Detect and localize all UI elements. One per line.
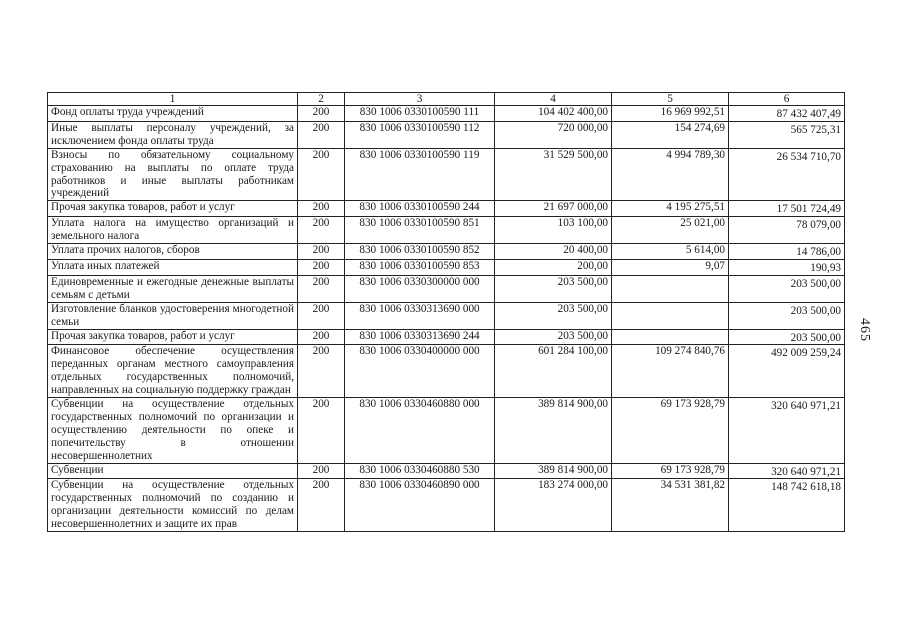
row-amount-col6-value: 565 725,31 — [790, 123, 841, 136]
row-code: 200 — [298, 217, 345, 244]
row-amount-col5-value: 109 274 840,76 — [655, 345, 725, 358]
row-amount-col6-value: 492 009 259,24 — [771, 347, 841, 360]
row-amount-col5-value: 69 173 928,79 — [660, 398, 725, 411]
row-amount-col4-value: 20 400,00 — [563, 244, 608, 257]
row-amount-col6 — [729, 398, 845, 464]
row-amount-col6 — [729, 463, 845, 479]
row-classification-code: 830 1006 0330300000 000 — [345, 275, 495, 302]
row-amount-col4 — [495, 479, 612, 532]
column-number-5: 5 — [612, 93, 729, 106]
row-amount-col6 — [729, 259, 845, 275]
row-code: 200 — [298, 148, 345, 201]
table-row — [48, 329, 845, 345]
row-amount-col4-value: 720 000,00 — [557, 121, 608, 134]
row-amount-col5-value: 154 274,69 — [674, 121, 725, 134]
row-amount-col4 — [495, 259, 612, 275]
table-row — [48, 121, 845, 148]
row-amount-col5-value: 5 614,00 — [685, 244, 725, 257]
row-code: 200 — [298, 106, 345, 122]
row-amount-col6 — [729, 148, 845, 201]
row-amount-col4-value: 389 814 900,00 — [538, 463, 608, 476]
row-amount-col6-value: 148 742 618,18 — [771, 481, 841, 494]
row-amount-col5 — [612, 275, 729, 302]
table-row — [48, 302, 845, 329]
row-name: Уплата налога на имущество организаций и земельного налога — [48, 217, 298, 244]
row-amount-col5 — [612, 259, 729, 275]
row-classification-code: 830 1006 0330100590 111 — [345, 106, 495, 122]
row-amount-col5 — [612, 345, 729, 398]
row-amount-col4 — [495, 201, 612, 217]
row-name: Прочая закупка товаров, работ и услуг — [48, 201, 298, 217]
row-classification-code: 830 1006 0330460880 000 — [345, 398, 495, 464]
row-name: Субвенции на осуществление отдельных государственных полномочий по организации и осуществлению деятельности по опеке и попечительству в отношении несовершеннолетних — [48, 398, 298, 464]
row-amount-col4-value: 601 284 100,00 — [538, 345, 608, 358]
row-classification-code: 830 1006 0330100590 244 — [345, 201, 495, 217]
table-row — [48, 106, 845, 122]
row-name: Единовременные и ежегодные денежные выплаты семьям с детьми — [48, 275, 298, 302]
row-amount-col6-value: 320 640 971,21 — [771, 465, 841, 478]
row-amount-col5 — [612, 217, 729, 244]
row-amount-col6 — [729, 121, 845, 148]
row-amount-col4 — [495, 148, 612, 201]
row-amount-col6-value: 78 079,00 — [796, 219, 841, 232]
row-amount-col4 — [495, 275, 612, 302]
row-classification-code: 830 1006 0330100590 119 — [345, 148, 495, 201]
row-classification-code: 830 1006 0330100590 853 — [345, 259, 495, 275]
row-amount-col5-value: 4 195 275,51 — [666, 201, 725, 214]
row-amount-col5-value: 25 021,00 — [680, 217, 725, 230]
row-code: 200 — [298, 479, 345, 532]
row-amount-col5 — [612, 398, 729, 464]
row-amount-col4 — [495, 302, 612, 329]
row-amount-col6 — [729, 217, 845, 244]
row-name: Субвенции на осуществление отдельных государственных полномочий по созданию и организации деятельности комиссий по делам несовершеннолетних и защите их прав — [48, 479, 298, 532]
row-amount-col6-value: 203 500,00 — [790, 277, 841, 290]
column-number-row — [48, 93, 845, 106]
column-number-4: 4 — [495, 93, 612, 106]
row-amount-col4 — [495, 345, 612, 398]
row-amount-col6-value: 14 786,00 — [796, 246, 841, 259]
row-amount-col5 — [612, 329, 729, 345]
row-name: Иные выплаты персоналу учреждений, за исключением фонда оплаты труда — [48, 121, 298, 148]
row-amount-col5 — [612, 244, 729, 260]
row-name: Фонд оплаты труда учреждений — [48, 106, 298, 122]
column-number-1: 1 — [48, 93, 298, 106]
row-code: 200 — [298, 244, 345, 260]
row-classification-code: 830 1006 0330460880 530 — [345, 463, 495, 479]
row-amount-col4 — [495, 217, 612, 244]
row-amount-col4-value: 203 500,00 — [557, 329, 608, 342]
row-classification-code: 830 1006 0330460890 000 — [345, 479, 495, 532]
row-amount-col5 — [612, 121, 729, 148]
row-amount-col6-value: 320 640 971,21 — [771, 400, 841, 413]
row-amount-col4-value: 183 274 000,00 — [538, 479, 608, 492]
row-name: Изготовление бланков удостоверения многодетной семьи — [48, 302, 298, 329]
row-amount-col6 — [729, 201, 845, 217]
row-name: Уплата иных платежей — [48, 259, 298, 275]
row-amount-col4-value: 31 529 500,00 — [543, 148, 608, 161]
row-code: 200 — [298, 259, 345, 275]
row-amount-col4 — [495, 244, 612, 260]
row-code: 200 — [298, 121, 345, 148]
row-amount-col4-value: 203 500,00 — [557, 302, 608, 315]
table-row — [48, 275, 845, 302]
row-amount-col4 — [495, 121, 612, 148]
row-classification-code: 830 1006 0330100590 112 — [345, 121, 495, 148]
row-name: Прочая закупка товаров, работ и услуг — [48, 329, 298, 345]
row-amount-col6-value: 87 432 407,49 — [776, 108, 841, 120]
row-amount-col5-value: 4 994 789,30 — [666, 148, 725, 161]
row-amount-col6-value: 190,93 — [810, 261, 841, 274]
row-code: 200 — [298, 201, 345, 217]
row-amount-col5 — [612, 106, 729, 122]
row-name: Уплата прочих налогов, сборов — [48, 244, 298, 260]
row-amount-col6-value: 203 500,00 — [790, 304, 841, 317]
table-row — [48, 148, 845, 201]
table-row — [48, 259, 845, 275]
row-code: 200 — [298, 398, 345, 464]
row-code: 200 — [298, 329, 345, 345]
row-amount-col6 — [729, 479, 845, 532]
row-amount-col4 — [495, 463, 612, 479]
table-row — [48, 479, 845, 532]
row-amount-col6 — [729, 106, 845, 122]
table-row — [48, 463, 845, 479]
column-number-2: 2 — [298, 93, 345, 106]
row-amount-col6 — [729, 244, 845, 260]
row-amount-col6 — [729, 302, 845, 329]
row-amount-col5-value: 9,07 — [705, 259, 725, 272]
row-classification-code: 830 1006 0330100590 852 — [345, 244, 495, 260]
row-name: Субвенции — [48, 463, 298, 479]
row-amount-col4-value: 200,00 — [577, 259, 608, 272]
row-amount-col4-value: 104 402 400,00 — [538, 106, 608, 118]
budget-table-body — [48, 93, 845, 532]
row-amount-col6-value: 26 534 710,70 — [776, 150, 841, 163]
row-amount-col5 — [612, 201, 729, 217]
row-amount-col5 — [612, 148, 729, 201]
row-code: 200 — [298, 345, 345, 398]
row-amount-col4 — [495, 329, 612, 345]
row-amount-col5 — [612, 302, 729, 329]
row-classification-code: 830 1006 0330100590 851 — [345, 217, 495, 244]
row-amount-col6 — [729, 345, 845, 398]
budget-table — [47, 92, 845, 532]
row-name: Финансовое обеспечение осуществления переданных органам местного самоуправления отдельных государственных полномочий, направленных на социальную поддержку граждан — [48, 345, 298, 398]
row-amount-col4 — [495, 398, 612, 464]
column-number-3: 3 — [345, 93, 495, 106]
row-code: 200 — [298, 275, 345, 302]
row-amount-col4-value: 103 100,00 — [557, 217, 608, 230]
row-amount-col5-value: 69 173 928,79 — [660, 463, 725, 476]
row-classification-code: 830 1006 0330400000 000 — [345, 345, 495, 398]
table-row — [48, 201, 845, 217]
table-row — [48, 217, 845, 244]
table-row — [48, 244, 845, 260]
page-number: 465 — [857, 318, 872, 342]
row-amount-col5 — [612, 463, 729, 479]
row-amount-col6-value: 203 500,00 — [790, 331, 841, 344]
table-row — [48, 398, 845, 464]
row-amount-col5-value: 34 531 381,82 — [660, 479, 725, 492]
row-amount-col6 — [729, 329, 845, 345]
row-amount-col6 — [729, 275, 845, 302]
table-row — [48, 345, 845, 398]
row-code: 200 — [298, 302, 345, 329]
row-amount-col5 — [612, 479, 729, 532]
row-code: 200 — [298, 463, 345, 479]
row-amount-col5-value: 16 969 992,51 — [660, 106, 725, 118]
row-amount-col6-value: 17 501 724,49 — [776, 203, 841, 216]
column-number-6: 6 — [729, 93, 845, 106]
row-amount-col4-value: 389 814 900,00 — [538, 398, 608, 411]
row-amount-col4 — [495, 106, 612, 122]
row-amount-col4-value: 203 500,00 — [557, 275, 608, 288]
row-classification-code: 830 1006 0330313690 244 — [345, 329, 495, 345]
row-amount-col4-value: 21 697 000,00 — [543, 201, 608, 214]
row-classification-code: 830 1006 0330313690 000 — [345, 302, 495, 329]
row-name: Взносы по обязательному социальному страхованию на выплаты по оплате труда работников и иные выплаты работникам учреждений — [48, 148, 298, 201]
